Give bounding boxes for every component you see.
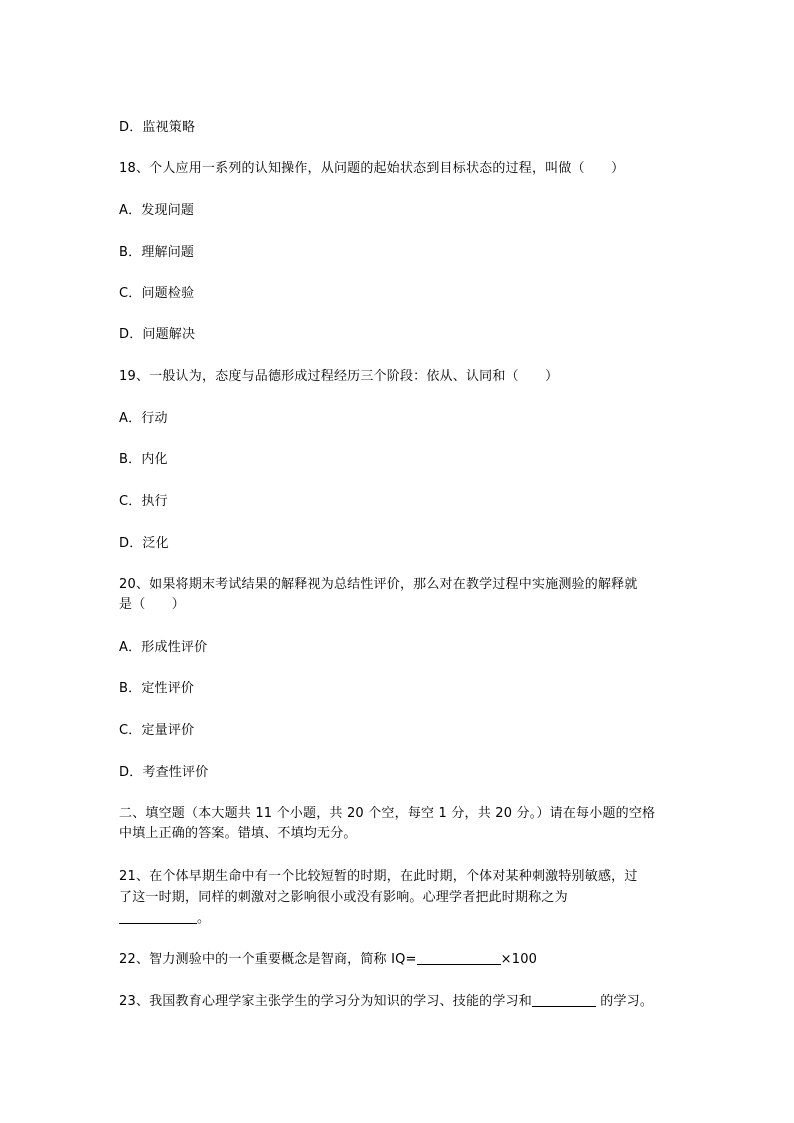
- q20-stem-line2: 是（ ）: [119, 597, 186, 612]
- q19-option-b: B．内化: [119, 452, 168, 467]
- q21-blank-line: [119, 909, 210, 929]
- q18-option-d: D．问题解决: [119, 327, 196, 342]
- q23-suffix: 的学习。: [595, 994, 654, 1009]
- q22-line: [119, 950, 537, 970]
- section2-heading-line2: 中填上正确的答案。错填、不填均无分。: [119, 826, 357, 841]
- q19-option-c: C．执行: [119, 494, 168, 509]
- q18-option-c: C．问题检验: [119, 286, 195, 301]
- q22-answer-blank[interactable]: [417, 950, 501, 965]
- q23-answer-blank[interactable]: [532, 992, 596, 1007]
- q20-option-a: A．形成性评价: [119, 640, 208, 655]
- section2-heading-line1: 二、填空题（本大题共 11 个小题，共 20 个空，每空 1 分，共 20 分。）请在每小题的空格: [119, 806, 656, 821]
- q17-option-d: D．监视策略: [119, 120, 196, 135]
- q20-stem-line1: 20、如果将期末考试结果的解释视为总结性评价，那么对在教学过程中实施测验的解释就: [119, 577, 638, 592]
- q18-option-a: A．发现问题: [119, 203, 195, 218]
- q21-tail: 。: [197, 911, 211, 926]
- q22-suffix: ×100: [500, 952, 538, 967]
- q18-stem: 18、个人应用一系列的认知操作，从问题的起始状态到目标状态的过程，叫做（ ）: [119, 161, 625, 176]
- q21-line1: 21、在个体早期生命中有一个比较短暂的时期，在此时期，个体对某种刺激特别敏感，过: [119, 869, 638, 884]
- q20-option-b: B．定性评价: [119, 681, 195, 696]
- q21-line2: 了这一时期，同样的刺激对之影响很小或没有影响。心理学者把此时期称之为: [119, 890, 568, 905]
- q23-line: [119, 992, 653, 1012]
- q23-prefix: 23、我国教育心理学家主张学生的学习分为知识的学习、技能的学习和: [119, 994, 532, 1009]
- q18-option-b: B．理解问题: [119, 245, 195, 260]
- q19-option-d: D．泛化: [119, 536, 169, 551]
- q20-option-d: D．考查性评价: [119, 765, 209, 780]
- q19-stem: 19、一般认为，态度与品德形成过程经历三个阶段：依从、认同和（ ）: [119, 369, 559, 384]
- q19-option-a: A．行动: [119, 411, 168, 426]
- q20-option-c: C．定量评价: [119, 723, 195, 738]
- q21-answer-blank[interactable]: [119, 909, 197, 924]
- q22-prefix: 22、智力测验中的一个重要概念是智商，简称 IQ=: [119, 952, 417, 967]
